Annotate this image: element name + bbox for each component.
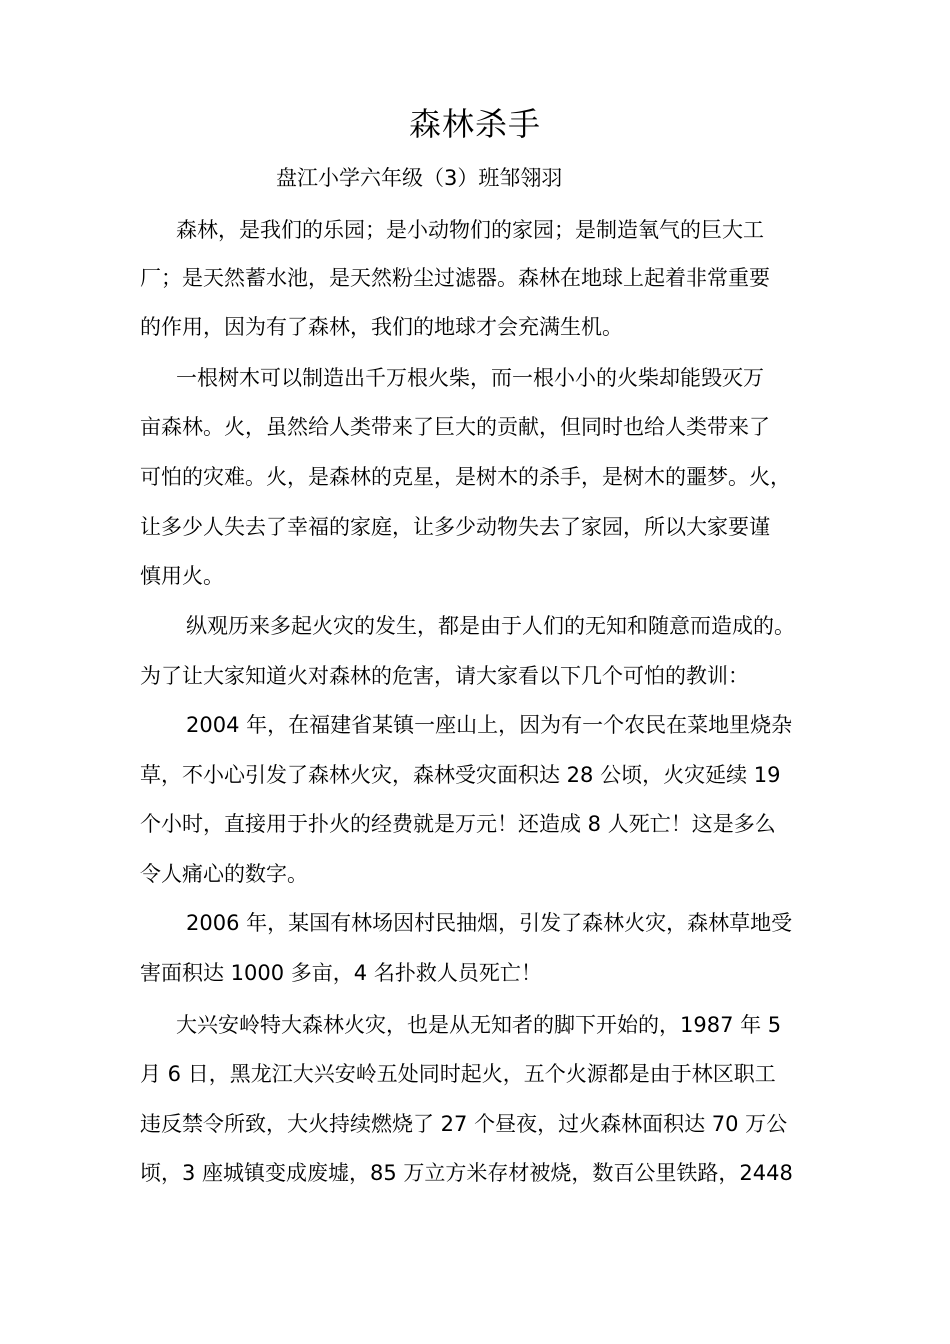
text-line: 顷，3 座城镇变成废墟，85 万立方米存材被烧，数百公里铁路，2448 xyxy=(140,1161,793,1185)
text-line: 慎用火。 xyxy=(140,564,224,588)
text-line: 违反禁令所致，大火持续燃烧了 27 个昼夜，过火森林面积达 70 万公 xyxy=(140,1112,788,1136)
text-line: 森林，是我们的乐园；是小动物们的家园；是制造氧气的巨大工 xyxy=(176,218,764,242)
text-line: 可怕的灾难。火，是森林的克星，是树木的杀手，是树木的噩梦。火， xyxy=(140,465,791,489)
text-line: 令人痛心的数字。 xyxy=(140,862,308,886)
text-line: 一根树木可以制造出千万根火柴，而一根小小的火柴却能毁灭万 xyxy=(176,366,764,390)
text-line: 为了让大家知道火对森林的危害，请大家看以下几个可怕的教训： xyxy=(140,664,749,688)
text-line: 厂；是天然蓄水池，是天然粉尘过滤器。森林在地球上起着非常重要 xyxy=(140,266,770,290)
text-line: 大兴安岭特大森林火灾，也是从无知者的脚下开始的，1987 年 5 xyxy=(176,1013,782,1037)
text-line: 害面积达 1000 多亩，4 名扑救人员死亡！ xyxy=(140,961,542,985)
document-title: 森林杀手 xyxy=(408,105,541,143)
text-line: 的作用，因为有了森林，我们的地球才会充满生机。 xyxy=(140,315,623,339)
text-line: 2006 年，某国有林场因村民抽烟，引发了森林火灾，森林草地受 xyxy=(186,911,793,935)
text-line: 纵观历来多起火灾的发生，都是由于人们的无知和随意而造成的。 xyxy=(186,614,795,638)
text-line: 亩森林。火，虽然给人类带来了巨大的贡献，但同时也给人类带来了 xyxy=(140,415,770,439)
author-byline: 盘江小学六年级（3）班邹翎羽 xyxy=(276,166,563,190)
text-line: 草，不小心引发了森林火灾，森林受灾面积达 28 公顷，火灾延续 19 xyxy=(140,763,781,787)
text-line: 2004 年，在福建省某镇一座山上，因为有一个农民在菜地里烧杂 xyxy=(186,713,793,737)
text-line: 个小时，直接用于扑火的经费就是万元！还造成 8 人死亡！这是多么 xyxy=(140,812,776,836)
text-line: 让多少人失去了幸福的家庭，让多少动物失去了家园，所以大家要谨 xyxy=(140,515,770,539)
text-line: 月 6 日，黑龙江大兴安岭五处同时起火，五个火源都是由于林区职工 xyxy=(140,1062,776,1086)
